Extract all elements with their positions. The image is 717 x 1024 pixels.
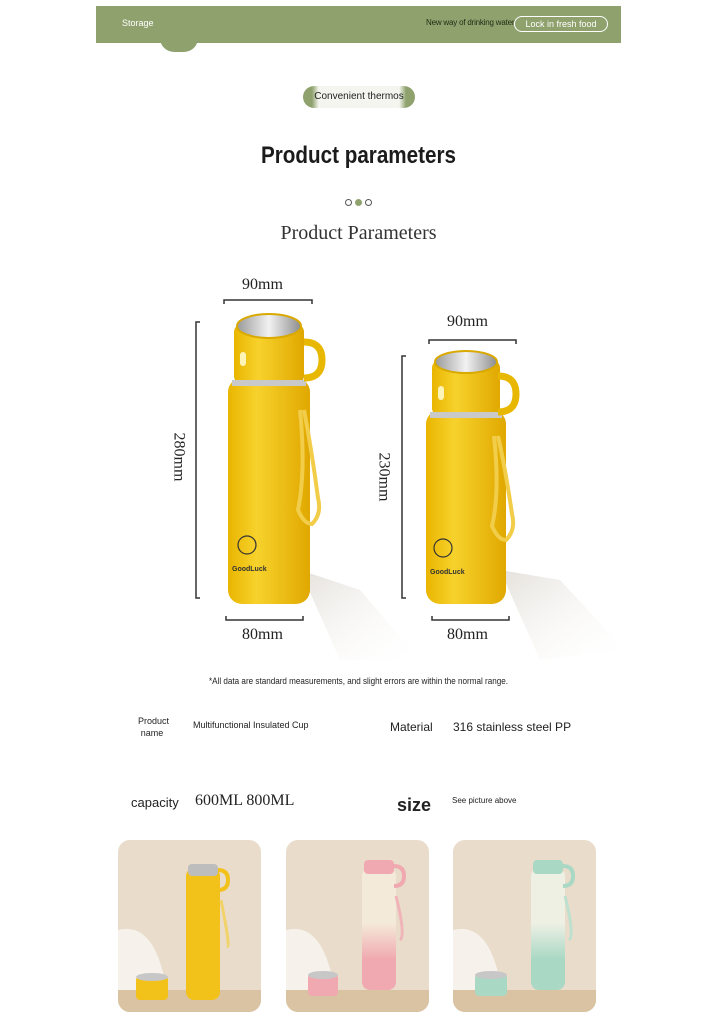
- product-name-label-line1: Product: [138, 716, 170, 726]
- banner-storage-label: Storage: [122, 18, 154, 28]
- material-value: 316 stainless steel PP: [453, 720, 572, 734]
- bottle1-width-top-label: 90mm: [242, 276, 283, 293]
- product-name-value: Multifunctional Insulated Cup: [193, 720, 309, 730]
- size-value: See picture above: [452, 796, 517, 805]
- bottle1-height-label: 280mm: [170, 432, 188, 482]
- photo-green-variant: [453, 840, 596, 1012]
- product-name-label: [138, 716, 170, 738]
- pink-thermos-photo: [286, 840, 429, 1012]
- bottle-large: [228, 314, 322, 604]
- bottle-shadow: [500, 570, 625, 660]
- bottle1-logo: GoodLuck: [232, 566, 267, 573]
- banner-tab: [160, 38, 198, 52]
- thermos-pill: [303, 86, 415, 108]
- dot: [345, 199, 352, 206]
- page-title: Product parameters: [260, 142, 457, 169]
- green-thermos-photo: [453, 840, 596, 1012]
- bottle2-logo: GoodLuck: [430, 569, 465, 576]
- measurement-note: *All data are standard measurements, and slight errors are within the normal range.: [209, 676, 508, 686]
- pager-dots: [345, 199, 375, 207]
- yellow-thermos-photo: [118, 840, 261, 1012]
- banner-tagline: New way of drinking water: [426, 18, 515, 27]
- bottle2-width-bottom-label: 80mm: [447, 626, 488, 643]
- photo-pink-variant: [286, 840, 429, 1012]
- bottle2-height-label: 230mm: [375, 452, 393, 502]
- bottle-small: [426, 351, 516, 604]
- size-label: size: [397, 795, 432, 815]
- material-label: Material: [390, 720, 433, 734]
- dot: [365, 199, 372, 206]
- bottle-illustration: [0, 260, 717, 660]
- capacity-value: 600ML 800ML: [195, 792, 295, 809]
- photo-yellow-variant: [118, 840, 261, 1012]
- dot-active: [355, 199, 362, 206]
- bottle1-width-bottom-label: 80mm: [242, 626, 283, 643]
- lock-fresh-button[interactable]: Lock in fresh food: [514, 16, 608, 32]
- bottle2-width-top-label: 90mm: [447, 313, 488, 330]
- section-subtitle: Product Parameters: [280, 222, 437, 244]
- product-name-label-line2: name: [140, 728, 164, 738]
- pill-label: Convenient thermos: [314, 91, 404, 102]
- capacity-label: capacity: [131, 795, 179, 810]
